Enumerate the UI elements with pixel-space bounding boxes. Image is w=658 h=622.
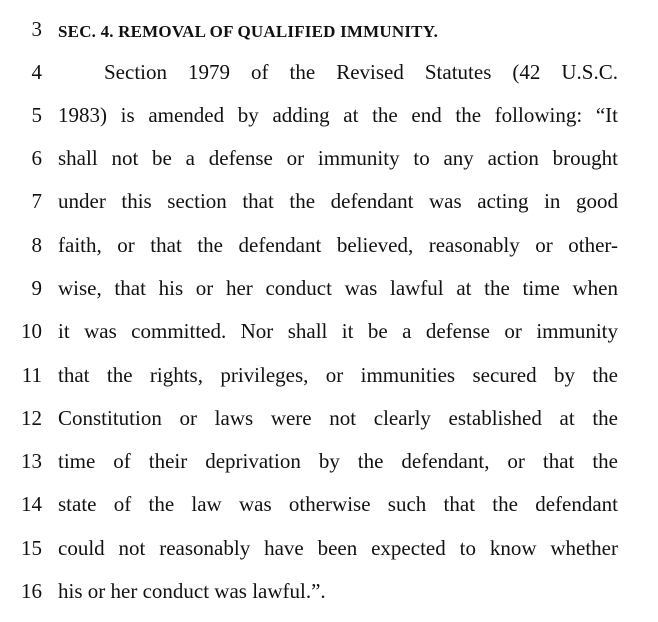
line-number: 9 — [31, 276, 42, 300]
line-10 — [0, 318, 658, 361]
line-number: 12 — [21, 406, 42, 430]
line-text: Section 1979 of the Revised Statutes (42 U.S.C. — [104, 60, 618, 84]
line-text: his or her conduct was lawful.”. — [58, 579, 326, 603]
line-number: 16 — [21, 579, 42, 603]
line-text: faith, or that the defendant believed, reasonably or other- — [58, 233, 618, 257]
line-number: 4 — [31, 60, 42, 84]
line-text: under this section that the defendant was acting in good — [58, 189, 618, 213]
line-text: it was committed. Nor shall it be a defense or immunity — [58, 319, 618, 343]
line-text: state of the law was otherwise such that the defendant — [58, 492, 618, 516]
line-16 — [0, 578, 658, 621]
line-text: time of their deprivation by the defendant, or that the — [58, 449, 618, 473]
section-heading: SEC. 4. REMOVAL OF QUALIFIED IMMUNITY. — [58, 22, 439, 41]
line-number: 6 — [31, 146, 42, 170]
line-6 — [0, 145, 658, 188]
line-text: wise, that his or her conduct was lawful at the time when — [58, 276, 618, 300]
line-15 — [0, 535, 658, 578]
line-text: Constitution or laws were not clearly established at the — [58, 406, 618, 430]
line-number: 11 — [21, 363, 42, 387]
line-number: 7 — [31, 189, 42, 213]
line-text: could not reasonably have been expected to know whether — [58, 536, 618, 560]
line-text: that the rights, privileges, or immunities secured by the — [58, 363, 618, 387]
line-9 — [0, 275, 658, 318]
line-14 — [0, 491, 658, 534]
line-12 — [0, 405, 658, 448]
line-13 — [0, 448, 658, 491]
line-8 — [0, 232, 658, 275]
line-number: 10 — [21, 319, 42, 343]
line-number: 14 — [21, 492, 42, 516]
line-5 — [0, 102, 658, 145]
line-4 — [0, 59, 658, 102]
line-text: 1983) is amended by adding at the end the following: “It — [58, 103, 618, 127]
line-11 — [0, 362, 658, 405]
line-number: 3 — [31, 17, 42, 41]
line-number: 5 — [31, 103, 42, 127]
line-number: 13 — [21, 449, 42, 473]
line-7 — [0, 188, 658, 231]
line-text: shall not be a defense or immunity to any action brought — [58, 146, 618, 170]
line-number: 15 — [21, 536, 42, 560]
line-3 — [0, 16, 658, 59]
line-number: 8 — [31, 233, 42, 257]
